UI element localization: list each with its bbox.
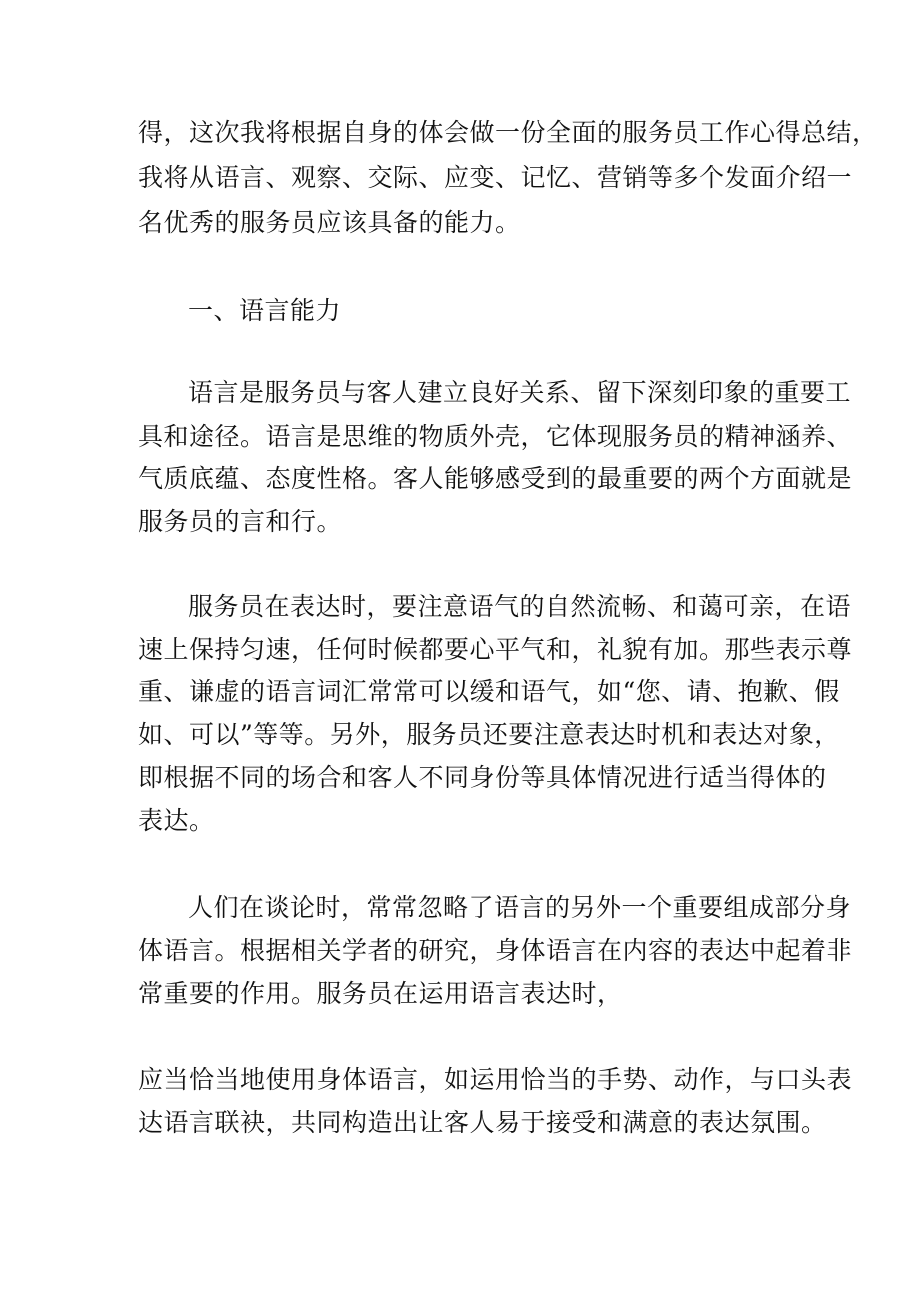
paragraph-2-line-1: 服务员在表达时，要注意语气的自然流畅、和蔼可亲，在语 xyxy=(188,592,852,621)
paragraph-1-line-2: 具和途径。语言是思维的物质外壳，它体现服务员的精神涵养、 xyxy=(138,422,853,451)
paragraph-2-line-3: 重、谦虚的语言词汇常常可以缓和语气，如“您、请、抱歉、假 xyxy=(138,677,840,706)
intro-line-1: 得，这次我将根据自身的体会做一份全面的服务员工作心得总结， xyxy=(138,118,878,147)
paragraph-4-line-2: 达语言联袂，共同构造出让客人易于接受和满意的表达氛围。 xyxy=(138,1108,827,1137)
paragraph-2-line-4: 如、可以”等等。另外，服务员还要注意表达时机和表达对象， xyxy=(138,720,840,749)
paragraph-1-line-4: 服务员的言和行。 xyxy=(138,507,343,536)
paragraph-3-line-1: 人们在谈论时，常常忽略了语言的另外一个重要组成部分身 xyxy=(188,893,852,922)
paragraph-1-line-1: 语言是服务员与客人建立良好关系、留下深刻印象的重要工 xyxy=(188,378,852,407)
intro-line-2: 我将从语言、观察、交际、应变、记忆、营销等多个发面介绍一 xyxy=(138,163,853,192)
paragraph-2-line-5: 即根据不同的场合和客人不同身份等具体情况进行适当得体的 xyxy=(138,763,827,792)
paragraph-4-line-1: 应当恰当地使用身体语言，如运用恰当的手势、动作，与口头表 xyxy=(138,1065,853,1094)
paragraph-1-line-3: 气质底蕴、态度性格。客人能够感受到的最重要的两个方面就是 xyxy=(138,464,853,493)
intro-line-3: 名优秀的服务员应该具备的能力。 xyxy=(138,208,521,237)
paragraph-2-line-6: 表达。 xyxy=(138,806,215,835)
section-heading: 一、语言能力 xyxy=(188,296,342,325)
paragraph-3-line-2: 体语言。根据相关学者的研究，身体语言在内容的表达中起着非 xyxy=(138,936,853,965)
paragraph-2-line-2: 速上保持匀速，任何时候都要心平气和，礼貌有加。那些表示尊 xyxy=(138,635,853,664)
paragraph-3-line-3: 常重要的作用。服务员在运用语言表达时， xyxy=(138,979,623,1008)
